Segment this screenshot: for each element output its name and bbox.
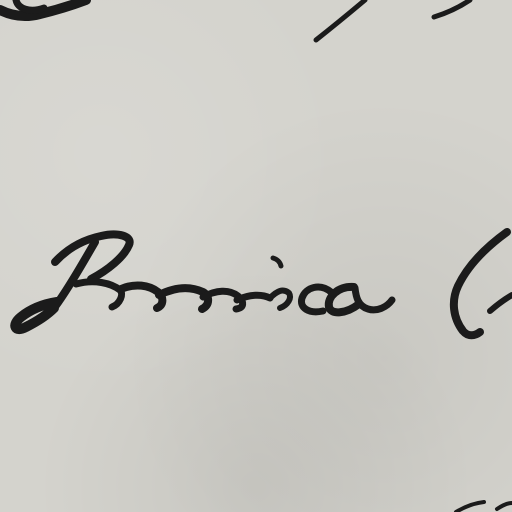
right-edge-parenthesis — [454, 232, 512, 335]
bottom-right-script-fragment — [456, 502, 512, 512]
top-right-script-fragment — [316, 0, 470, 40]
handwritten-word-provincia — [15, 234, 392, 329]
top-left-script-fragment — [0, 0, 86, 16]
